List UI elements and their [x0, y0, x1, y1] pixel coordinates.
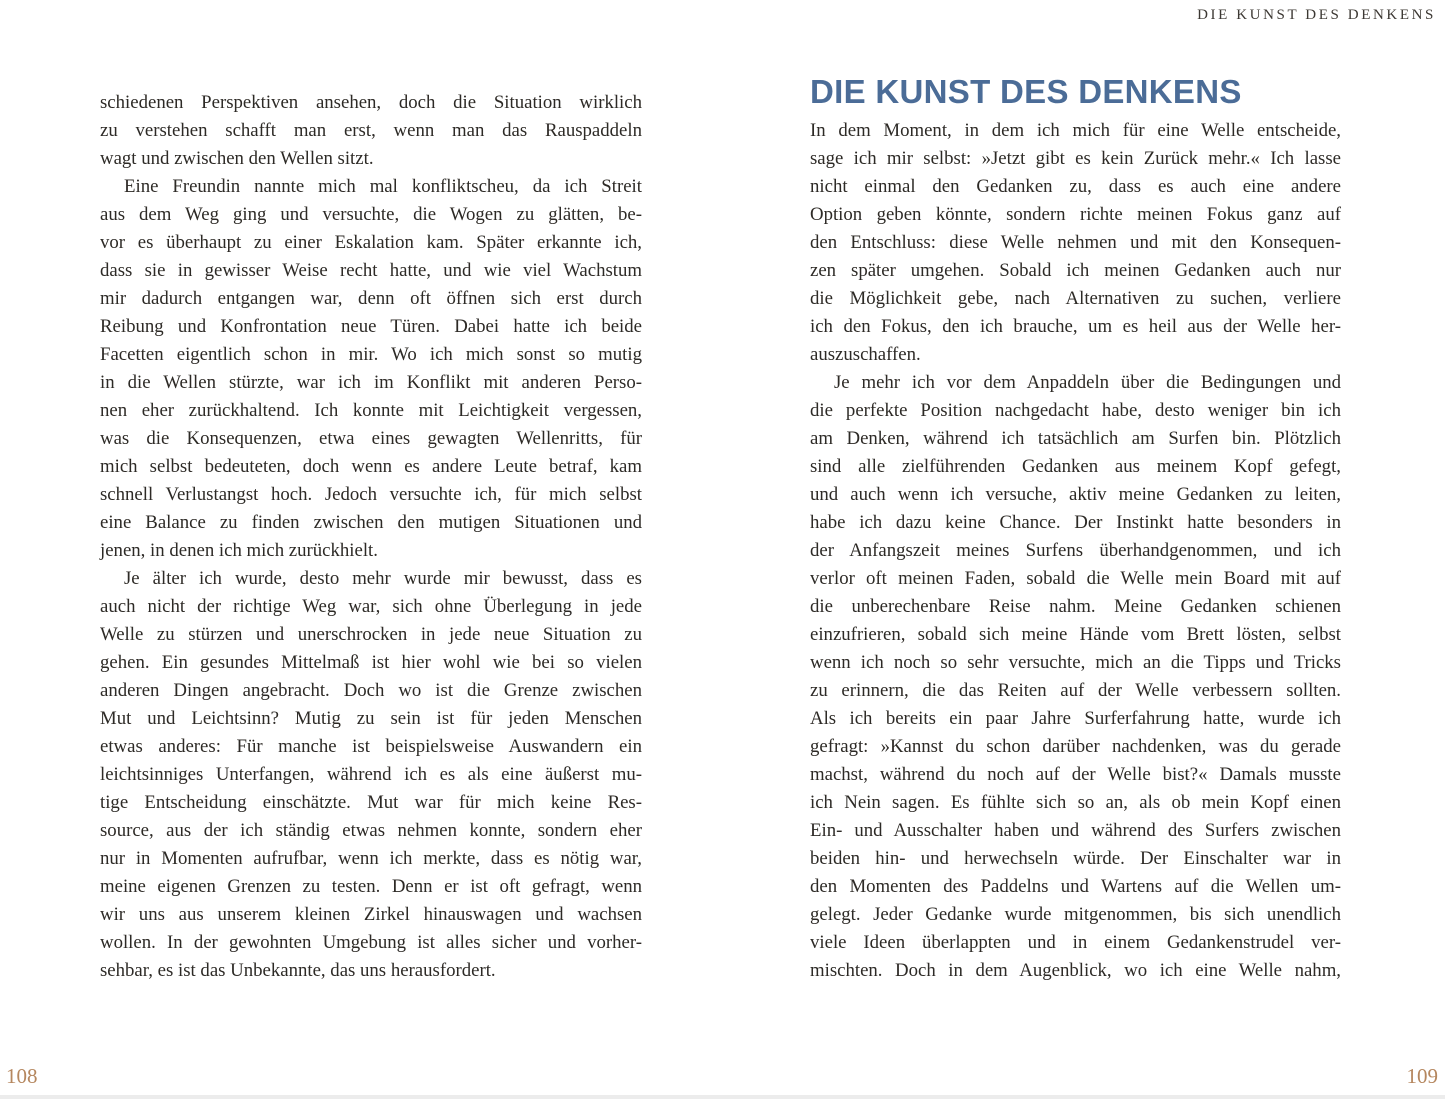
- text-line: Je älter ich wurde, desto mehr wurde mir bewusst, dass es: [124, 568, 642, 589]
- text-line: schnell Verlustangst hoch. Jedoch versuchte ich, für mich selbst: [100, 484, 642, 505]
- text-line: ich Nein sagen. Es fühlte sich so an, als ob mein Kopf einen: [810, 792, 1341, 813]
- text-line: gelegt. Jeder Gedanke wurde mitgenommen, bis sich unendlich: [810, 904, 1341, 925]
- text-line: Welle zu stürzen und unerschrocken in jede neue Situation zu: [100, 624, 642, 645]
- text-line: und auch wenn ich versuche, aktiv meine Gedanken zu leiten,: [810, 484, 1341, 505]
- left-page-text-column: [100, 89, 642, 985]
- text-line: zu erinnern, die das Reiten auf der Welle verbessern sollten.: [810, 680, 1341, 701]
- text-line: schiedenen Perspektiven ansehen, doch die Situation wirklich: [100, 92, 642, 113]
- text-line: wagt und zwischen den Wellen sitzt.: [100, 148, 374, 169]
- text-line: verlor oft meinen Faden, sobald die Welle mein Board mit auf: [810, 568, 1341, 589]
- text-line: nur in Momenten aufrufbar, wenn ich merkte, dass es nötig war,: [100, 848, 642, 869]
- text-line: den Entschluss: diese Welle nehmen und mit den Konsequen-: [810, 232, 1341, 253]
- text-line: Reibung und Konfrontation neue Türen. Dabei hatte ich beide: [100, 316, 642, 337]
- text-line: den Momenten des Paddelns und Wartens auf die Wellen um-: [810, 876, 1341, 897]
- text-line: mischten. Doch in dem Augenblick, wo ich eine Welle nahm,: [810, 960, 1341, 981]
- text-line: wollen. In der gewohnten Umgebung ist alles sicher und vorher-: [100, 932, 642, 953]
- page-bottom-edge: [0, 1095, 1445, 1099]
- text-line: mich selbst bedeuteten, doch wenn es andere Leute betraf, kam: [100, 456, 642, 477]
- paragraph: [100, 565, 642, 985]
- page-number-left: 108: [6, 1064, 38, 1088]
- text-line: Facetten eigentlich schon in mir. Wo ich mich sonst so mutig: [100, 344, 642, 365]
- text-line: zen später umgehen. Sobald ich meinen Gedanken auch nur: [810, 260, 1341, 281]
- text-line: tige Entscheidung einschätzte. Mut war für mich keine Res-: [100, 792, 642, 813]
- right-page-body: [810, 117, 1341, 985]
- text-line: die Möglichkeit gebe, nach Alternativen zu suchen, verliere: [810, 288, 1341, 309]
- left-page-body: [100, 89, 642, 985]
- text-line: etwas anderes: Für manche ist beispielsweise Auswandern ein: [100, 736, 642, 757]
- text-line: der Anfangszeit meines Surfens überhandgenommen, und ich: [810, 540, 1341, 561]
- text-line: sind alle zielführenden Gedanken aus meinem Kopf gefegt,: [810, 456, 1341, 477]
- text-line: sehbar, es ist das Unbekannte, das uns herausfordert.: [100, 960, 496, 981]
- paragraph: [810, 117, 1341, 369]
- text-line: wir uns aus unserem kleinen Zirkel hinauswagen und wachsen: [100, 904, 642, 925]
- text-line: auch nicht der richtige Weg war, sich ohne Überlegung in jede: [100, 596, 642, 617]
- text-line: Als ich bereits ein paar Jahre Surferfahrung hatte, wurde ich: [810, 708, 1341, 729]
- right-page-text-column: [810, 74, 1341, 985]
- text-line: jenen, in denen ich mich zurückhielt.: [100, 540, 378, 561]
- text-line: dass sie in gewisser Weise recht hatte, und wie viel Wachstum: [100, 260, 642, 281]
- page-number-right: 109: [1406, 1064, 1438, 1088]
- text-line: leichtsinniges Unterfangen, während ich es als eine äußerst mu-: [100, 764, 642, 785]
- text-line: Ein- und Ausschalter haben und während des Surfers zwischen: [810, 820, 1341, 841]
- text-line: sage ich mir selbst: »Jetzt gibt es kein Zurück mehr.« Ich lasse: [810, 148, 1341, 169]
- text-line: source, aus der ich ständig etwas nehmen konnte, sondern eher: [100, 820, 642, 841]
- paragraph: [100, 89, 642, 173]
- text-line: Mut und Leichtsinn? Mutig zu sein ist für jeden Menschen: [100, 708, 642, 729]
- text-line: ich den Fokus, den ich brauche, um es heil aus der Welle her-: [810, 316, 1341, 337]
- text-line: einzufrieren, sobald sich meine Hände vom Brett lösten, selbst: [810, 624, 1341, 645]
- text-line: nicht einmal den Gedanken zu, dass es auch eine andere: [810, 176, 1341, 197]
- text-line: die perfekte Position nachgedacht habe, desto weniger bin ich: [810, 400, 1341, 421]
- text-line: gehen. Ein gesundes Mittelmaß ist hier wohl wie bei so vielen: [100, 652, 642, 673]
- text-line: Je mehr ich vor dem Anpaddeln über die Bedingungen und: [834, 372, 1341, 393]
- text-line: anderen Dingen angebracht. Doch wo ist die Grenze zwischen: [100, 680, 642, 701]
- paragraph: [100, 173, 642, 565]
- text-line: auszuschaffen.: [810, 344, 921, 365]
- text-line: machst, während du noch auf der Welle bist?« Damals musste: [810, 764, 1341, 785]
- chapter-heading: DIE KUNST DES DENKENS: [810, 73, 1242, 110]
- text-line: eine Balance zu finden zwischen den mutigen Situationen und: [100, 512, 642, 533]
- text-line: mir dadurch entgangen war, denn oft öffnen sich erst durch: [100, 288, 642, 309]
- text-line: In dem Moment, in dem ich mich für eine Welle entscheide,: [810, 120, 1341, 141]
- text-line: viele Ideen überlappten und in einem Gedankenstrudel ver-: [810, 932, 1341, 953]
- text-line: habe ich dazu keine Chance. Der Instinkt hatte besonders in: [810, 512, 1341, 533]
- text-line: meine eigenen Grenzen zu testen. Denn er ist oft gefragt, wenn: [100, 876, 642, 897]
- text-line: in die Wellen stürzte, war ich im Konflikt mit anderen Perso-: [100, 372, 642, 393]
- text-line: aus dem Weg ging und versuchte, die Wogen zu glätten, be-: [100, 204, 642, 225]
- text-line: die unberechenbare Reise nahm. Meine Gedanken schienen: [810, 596, 1341, 617]
- text-line: beiden hin- und herwechseln würde. Der Einschalter war in: [810, 848, 1341, 869]
- text-line: wenn ich noch so sehr versuchte, mich an die Tipps und Tricks: [810, 652, 1341, 673]
- text-line: zu verstehen schafft man erst, wenn man das Rauspaddeln: [100, 120, 642, 141]
- text-line: Option geben könnte, sondern richte meinen Fokus ganz auf: [810, 204, 1341, 225]
- text-line: am Denken, während ich tatsächlich am Surfen bin. Plötzlich: [810, 428, 1341, 449]
- text-line: was die Konsequenzen, etwa eines gewagten Wellenritts, für: [100, 428, 642, 449]
- text-line: Eine Freundin nannte mich mal konfliktscheu, da ich Streit: [124, 176, 642, 197]
- text-line: gefragt: »Kannst du schon darüber nachdenken, was du gerade: [810, 736, 1341, 757]
- paragraph: [810, 369, 1341, 985]
- text-line: nen eher zurückhaltend. Ich konnte mit Leichtigkeit vergessen,: [100, 400, 642, 421]
- running-head: DIE KUNST DES DENKENS: [1197, 7, 1436, 23]
- text-line: vor es überhaupt zu einer Eskalation kam. Später erkannte ich,: [100, 232, 642, 253]
